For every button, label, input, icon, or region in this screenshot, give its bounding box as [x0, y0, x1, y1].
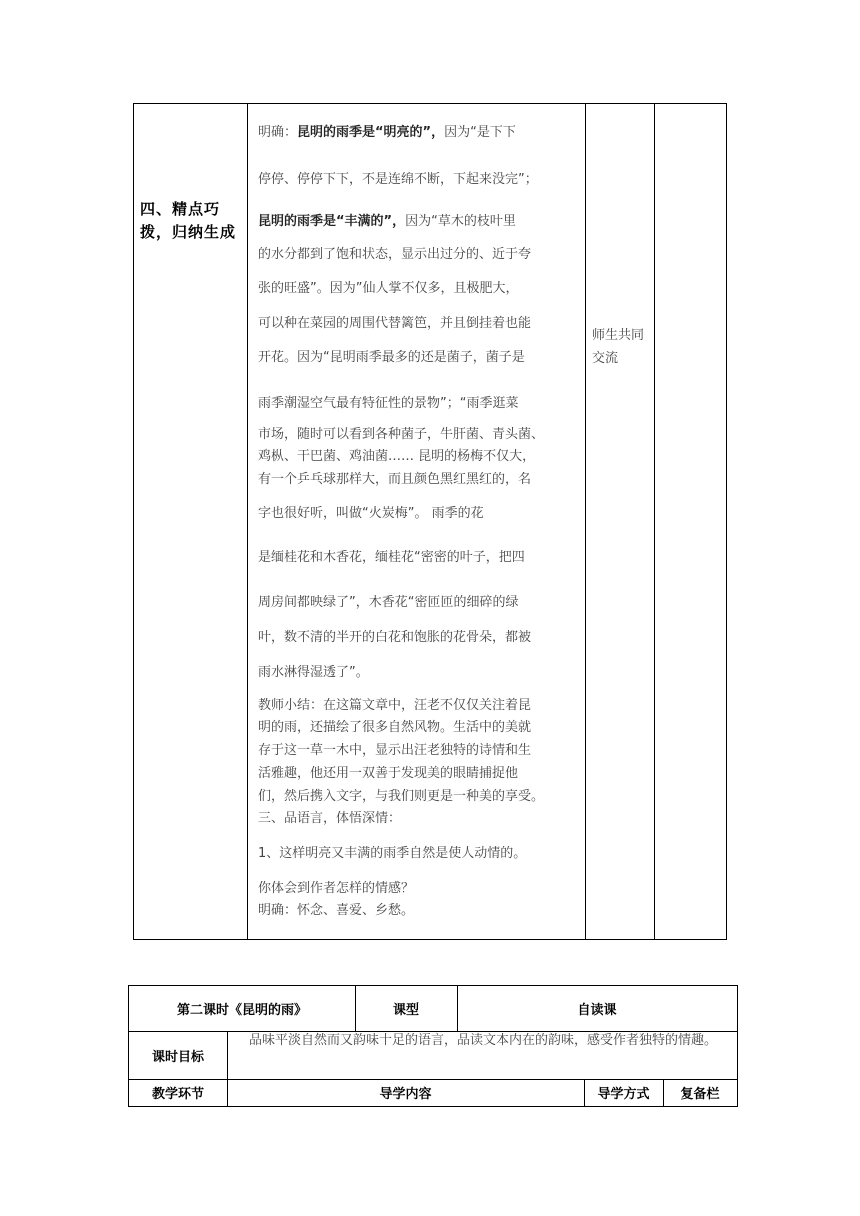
goal-text: 品味平淡自然而又韵味十足的语言，品读文本内在的韵味，感受作者独特的情趣。 — [248, 1033, 717, 1048]
column-divider — [247, 104, 248, 939]
content-line: 活雅趣，他还用一双善于发现美的眼睛捕捉他 — [258, 766, 519, 781]
content-line: 字也很好听，叫做“火炭梅”。 雨季的花 — [258, 506, 484, 521]
content-line: 1、这样明亮又丰满的雨季自然是使人动情的。 — [258, 846, 527, 861]
goal-label: 课时目标 — [151, 1049, 204, 1065]
content-line: 鸡枞、干巴菌、鸡油菌…… 昆明的杨梅不仅大， — [258, 449, 536, 464]
column-header-step: 教学环节 — [151, 1087, 204, 1102]
teaching-method: 师生共同交流 — [592, 328, 645, 366]
content-line: 昆明的雨季是“丰满的”，因为“草木的枝叶里 — [258, 214, 516, 229]
lesson-header-table — [128, 985, 738, 1107]
lesson-table-continued — [133, 103, 727, 940]
content-line: 可以种在菜园的周围代替篱笆，并且倒挂着也能 — [258, 316, 532, 331]
content-line: 周房间都映绿了”，木香花“密匝匝的细碎的绿 — [258, 595, 519, 610]
content-line: 教师小结：在这篇文章中，汪老不仅仅关注着昆 — [258, 698, 532, 713]
content-line: 明确：怀念、喜爱、乡愁。 — [258, 903, 415, 918]
content-line: 三、品语言，体悟深情： — [258, 811, 402, 826]
column-header-review: 复备栏 — [680, 1087, 720, 1102]
column-header-method: 导学方式 — [597, 1087, 650, 1102]
column-header-content: 导学内容 — [379, 1087, 432, 1102]
content-line: 的水分都到了饱和状态，显示出过分的、近于夸 — [258, 247, 532, 262]
lesson-title: 第二课时《昆明的雨》 — [176, 1003, 307, 1018]
content-line: 市场，随时可以看到各种菌子，牛肝菌、青头菌、 — [258, 427, 545, 442]
content-line: 明确：昆明的雨季是“明亮的”，因为“是下下 — [258, 125, 516, 140]
content-line: 明的雨，还描绘了很多自然风物。生活中的美就 — [258, 720, 532, 735]
column-divider — [585, 104, 586, 939]
content-line: 叶，数不清的半开的白花和饱胀的花骨朵，都被 — [258, 630, 532, 645]
content-line: 有一个乒乓球那样大，而且颜色黑红黑红的，名 — [258, 472, 532, 487]
content-line: 雨水淋得湿透了”。 — [258, 665, 369, 680]
lesson-type-label: 课型 — [392, 1003, 419, 1018]
content-line: 是缅桂花和木香花，缅桂花“密密的叶子，把四 — [258, 550, 525, 565]
content-line: 雨季潮湿空气最有特征性的景物”；“雨季逛菜 — [258, 396, 519, 411]
content-line: 张的旺盛”。因为”仙人掌不仅多，且极肥大， — [258, 281, 519, 296]
content-line: 开花。因为“昆明雨季最多的还是菌子，菌子是 — [258, 350, 525, 365]
lesson-type-value: 自读课 — [577, 1003, 617, 1018]
content-line: 停停、停停下下，不是连绵不断，下起来没完”； — [258, 172, 538, 187]
content-line: 们，然后携入文字，与我们则更是一种美的享受。 — [258, 789, 545, 804]
section-title: 四、精点巧拨，归纳生成 — [140, 200, 237, 241]
content-line: 存于这一草一木中，显示出汪老独特的诗情和生 — [258, 743, 532, 758]
content-line: 你体会到作者怎样的情感？ — [258, 881, 415, 896]
column-divider — [654, 104, 655, 939]
